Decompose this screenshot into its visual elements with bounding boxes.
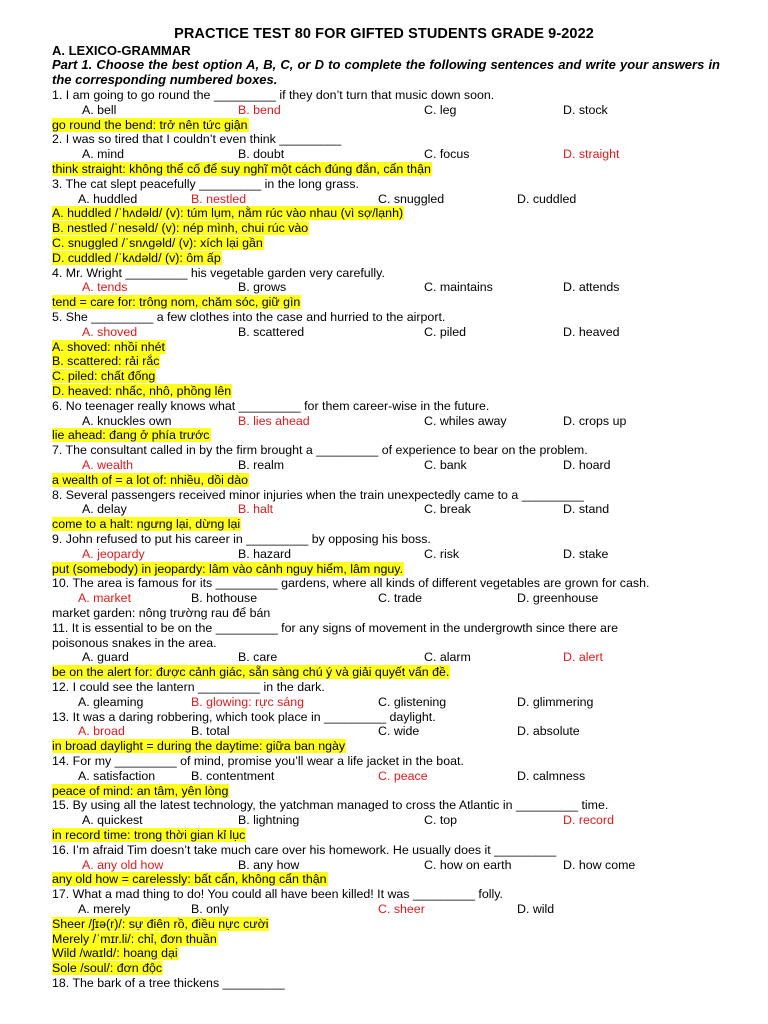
question-stem: 18. The bark of a tree thickens _________ [52,976,285,990]
note-text: A. huddled /ˈhʌdəld/ (v): túm lụm, nằm rúc vào nhau (vì sợ/lạnh) [52,206,404,221]
answer-option: B. doubt [238,147,285,162]
answer-option: D. calmness [517,768,586,783]
question-stem: 15. By using all the latest technology, the yatchman managed to cross the Atlantic in _________ time. [52,798,609,813]
note-text: go round the bend: trở nên tức giận [52,117,248,132]
question-stem: 16. I’m afraid Tim doesn’t take much care over his homework. He usually does it _________ [52,842,557,857]
answer-option-correct: D. alert [563,650,603,665]
question-stem: 11. It is essential to be on the _________ for any signs of movement in the undergrowth since there are [52,620,618,635]
answer-option: D. stock [563,102,608,117]
note-text: in record time: trong thời gian kỉ lục [52,828,246,842]
note-text: put (somebody) in jeopardy: lâm vào cảnh nguy hiểm, lâm nguy. [52,561,404,576]
question-stem: 6. No teenager really knows what _________ for them career-wise in the future. [52,398,490,413]
note-text: come to a halt: ngưng lại, dừng lại [52,517,241,532]
question-stem: 13. It was a daring robbering, which took place in _________ daylight. [52,709,436,724]
answer-option: C. whiles away [424,413,507,428]
note-text: Sole /soul/: đơn độc [52,961,163,976]
answer-option: D. attends [563,280,620,295]
question-stem: 3. The cat slept peacefully _________ in the long grass. [52,176,359,191]
highlighted-note [52,917,269,932]
answer-option-correct: A. wealth [82,458,133,472]
answer-option-correct: D. straight [563,147,620,162]
question-stem: 4. Mr. Wright _________ his vegetable garden very carefully. [52,265,385,280]
note-text: D. cuddled /ˈkʌdəld/ (v): ôm ấp [52,250,221,265]
note-text: C. snuggled /ˈsnʌɡəld/ (v): xích lại gần [52,236,263,250]
answer-option: A. huddled [78,191,138,206]
highlighted-note [52,384,232,399]
note-text: be on the alert for: được cảnh giác, sẵn sàng chú ý và giải quyết vấn đề. [52,665,450,680]
note-text: C. piled: chất đống [52,369,156,384]
question-stem: 5. She _________ a few clothes into the case and hurried to the airport. [52,310,446,324]
answer-option: A. mind [82,147,125,162]
answer-option: C. how on earth [424,857,512,872]
answer-option: B. scattered [238,324,305,339]
highlighted-note [52,784,229,799]
highlighted-note [52,828,246,843]
answer-option: A. merely [78,902,131,916]
answer-option: B. any how [238,857,300,872]
answer-option: D. stake [563,546,609,561]
answer-option-correct: A. jeopardy [82,546,145,561]
highlighted-note [52,206,404,221]
note-text: Wild /waɪld/: hoang dại [52,946,178,961]
question-stem: 10. The area is famous for its _________ gardens, where all kinds of different vegetables are grown for cash. [52,576,650,591]
question-stem: 7. The consultant called in by the firm brought a _________ of experience to bear on the problem. [52,443,588,458]
answer-option: B. care [238,650,278,665]
question-stem: 17. What a mad thing to do! You could all have been killed! It was _________ folly. [52,887,503,902]
answer-option-correct: B. nestled [191,191,247,206]
answer-option-correct: C. sheer [378,902,425,916]
answer-option-correct: A. broad [78,724,125,739]
note-text: Sheer /ʃɪə(r)/: sự điên rồ, điều nực cười [52,916,269,931]
answer-option-correct: A. any old how [82,857,164,872]
answer-option: D. heaved [563,324,620,339]
answer-option: C. focus [424,147,470,162]
answer-option-correct: B. glowing: rực sáng [191,694,304,709]
answer-option: D. glimmering [517,694,594,709]
answer-option: D. hoard [563,458,611,472]
answer-option: D. wild [517,902,555,916]
answer-option: B. hazard [238,546,292,561]
answer-option: D. absolute [517,724,580,739]
answer-option: A. bell [82,102,117,117]
answer-option: C. top [424,813,458,828]
note-text: B. nestled /ˈnesəld/ (v): nép mình, chui rúc vào [52,221,309,236]
question-stem: 8. Several passengers received minor injuries when the train unexpectedly came to a _________ [52,487,584,502]
answer-option: D. how come [563,857,636,872]
highlighted-note [52,369,156,384]
highlighted-note [52,428,211,443]
answer-option: D. cuddled [517,191,577,206]
answer-option: C. maintains [424,280,493,295]
answer-option: A. gleaming [78,694,144,709]
highlighted-note [52,295,301,310]
answer-option: C. break [424,502,471,517]
answer-option: A. delay [82,502,127,517]
answer-option: B. lightning [238,813,300,828]
answer-option: C. leg [424,102,457,117]
answer-option: A. quickest [82,813,143,828]
answer-option: A. knuckles own [82,413,172,428]
note: market garden: nông trường rau để bán [52,606,271,620]
answer-option: C. bank [424,458,467,472]
answer-option: A. guard [82,650,129,665]
answer-option: C. risk [424,546,460,561]
highlighted-note [52,932,218,947]
answer-option: D. greenhouse [517,591,599,606]
answer-option: B. grows [238,280,287,295]
highlighted-note [52,517,241,532]
answer-option: B. hothouse [191,591,258,606]
highlighted-note [52,961,163,976]
highlighted-note [52,221,309,236]
highlighted-note [52,236,264,251]
answer-option: C. snuggled [378,191,445,206]
note-text: tend = care for: trông nom, chăm sóc, giữ gìn [52,295,301,310]
note-text: Merely /ˈmɪr.li/: chỉ, đơn thuần [52,931,217,946]
note-text: peace of mind: an tâm, yên lòng [52,783,229,798]
note-text: in broad daylight = during the daytime: giữa ban ngày [52,739,346,754]
question-stem: 9. John refused to put his career in _________ by opposing his boss. [52,532,431,546]
note-text: B. scattered: rải rắc [52,354,160,369]
highlighted-note [52,946,179,961]
answer-option: B. only [191,902,229,916]
answer-option-correct: B. lies ahead [238,413,310,428]
note-text: lie ahead: đang ở phía trước [52,428,210,443]
highlighted-note [52,354,160,369]
answer-option-correct: D. record [563,813,614,828]
answer-option: C. piled [424,324,467,339]
part-instruction: Part 1. Choose the best option A, B, C, or D to complete the following sentences and write your answers in the corresponding numbered boxes. [52,57,720,87]
page-title: PRACTICE TEST 80 FOR GIFTED STUDENTS GRADE 9-2022 [174,26,594,42]
answer-option: B. realm [238,458,285,472]
highlighted-note [52,251,222,266]
answer-option: A. satisfaction [78,768,156,783]
answer-option-correct: C. peace [378,768,428,783]
question-stem-continued: poisonous snakes in the area. [52,635,217,650]
answer-option-correct: A. shoved [82,324,138,339]
note-text: A. shoved: nhồi nhét [52,339,165,354]
note-text: D. heaved: nhấc, nhô, phồng lên [52,384,232,398]
highlighted-note [52,739,346,754]
note-text: any old how = carelessly: bất cẩn, không cẩn thận [52,872,327,887]
note-text: a wealth of = a lot of: nhiều, dồi dào [52,472,248,487]
note-text: think straight: không thể cố để suy nghĩ một cách đúng đắn, cẩn thận [52,162,431,176]
highlighted-note [52,118,249,133]
answer-option: D. crops up [563,413,627,428]
highlighted-note [52,340,166,355]
answer-option: C. alarm [424,650,471,665]
answer-option-correct: B. bend [238,102,281,117]
answer-option: D. stand [563,502,610,517]
question-stem: 2. I was so tired that I couldn’t even think _________ [52,132,342,147]
question-stem: 1. I am going to go round the _________ if they don’t turn that music down soon. [52,88,495,102]
section-heading: A. LEXICO-GRAMMAR [52,43,191,58]
answer-option: B. total [191,724,230,739]
answer-option: C. wide [378,724,420,739]
highlighted-note [52,162,432,177]
highlighted-note [52,473,249,488]
answer-option: B. contentment [191,768,275,783]
answer-option: C. trade [378,591,423,606]
answer-option-correct: B. halt [238,502,274,517]
highlighted-note [52,872,328,887]
highlighted-note [52,562,404,577]
question-stem: 12. I could see the lantern _________ in the dark. [52,680,325,694]
highlighted-note [52,665,450,680]
question-stem: 14. For my _________ of mind, promise you’ll wear a life jacket in the boat. [52,754,464,768]
answer-option-correct: A. market [78,591,132,606]
answer-option-correct: A. tends [82,280,128,295]
answer-option: C. glistening [378,694,447,709]
